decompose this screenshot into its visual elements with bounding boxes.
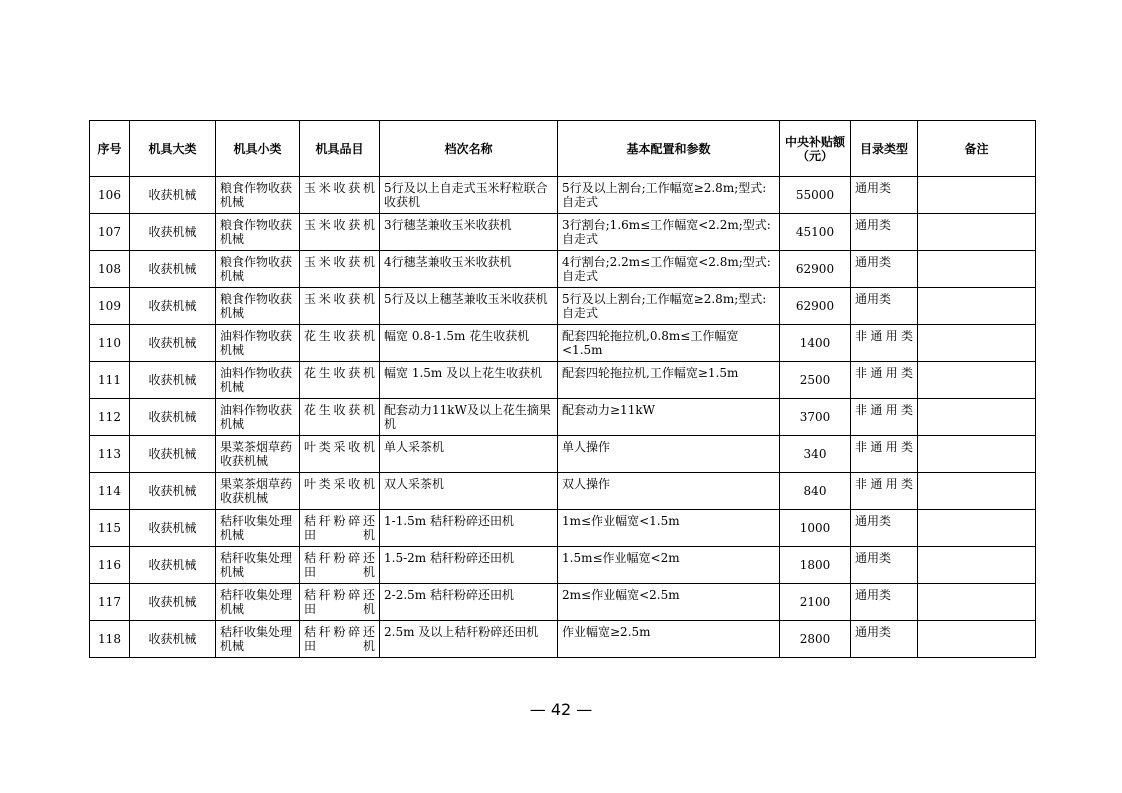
- cell-subsidy: 2100: [780, 584, 851, 621]
- cell-subsidy: 340: [780, 436, 851, 473]
- cell-seq: 117: [90, 584, 130, 621]
- cell-type: 通用类: [855, 255, 892, 269]
- cell-type: 通用类: [855, 218, 892, 232]
- cell-type: 通用类: [855, 514, 892, 528]
- cell-grade-name: 2-2.5m 秸秆粉碎还田机: [384, 588, 514, 602]
- subsidy-table: [89, 120, 1036, 658]
- cell-config: 5行及以上割台;工作幅宽≥2.8m;型式:自走式: [562, 181, 767, 209]
- table-row: [90, 362, 1036, 399]
- cell-seq: 110: [90, 325, 130, 362]
- cell-seq: 115: [90, 510, 130, 547]
- cell-subcategory: 粮食作物收获机械: [220, 292, 293, 320]
- header-item: 机具品目: [300, 121, 380, 177]
- cell-category: 收获机械: [130, 362, 216, 399]
- table-row: [90, 584, 1036, 621]
- page-number: — 42 —: [529, 700, 593, 719]
- cell-category: 收获机械: [130, 325, 216, 362]
- cell-type: 非通用类: [855, 329, 913, 343]
- cell-subcategory: 粮食作物收获机械: [220, 218, 293, 246]
- cell-seq: 107: [90, 214, 130, 251]
- cell-config: 作业幅宽≥2.5m: [562, 625, 651, 639]
- cell-item: 花生收获机: [304, 366, 375, 380]
- cell-type: 通用类: [855, 181, 892, 195]
- cell-subcategory: 油料作物收获机械: [220, 329, 293, 357]
- cell-grade-name: 1.5-2m 秸秆粉碎还田机: [384, 551, 514, 565]
- table-row: [90, 621, 1036, 658]
- header-subsidy: 中央补贴额（元）: [780, 121, 851, 177]
- cell-subsidy: 1400: [780, 325, 851, 362]
- cell-subcategory: 果菜茶烟草药收获机械: [220, 440, 293, 468]
- cell-subcategory: 秸秆收集处理机械: [220, 551, 293, 579]
- cell-config: 双人操作: [562, 477, 611, 491]
- cell-category: 收获机械: [130, 510, 216, 547]
- cell-config: 配套四轮拖拉机,0.8m≤工作幅宽<1.5m: [562, 329, 739, 357]
- cell-remark: [918, 510, 1036, 547]
- cell-item: 秸秆粉碎还田机: [304, 625, 375, 653]
- table-row: [90, 177, 1036, 214]
- cell-grade-name: 双人采茶机: [384, 477, 445, 491]
- cell-grade-name: 5行及以上自走式玉米籽粒联合收获机: [384, 181, 548, 209]
- cell-remark: [918, 436, 1036, 473]
- cell-type: 通用类: [855, 292, 892, 306]
- cell-seq: 106: [90, 177, 130, 214]
- cell-item: 秸秆粉碎还田机: [304, 514, 375, 542]
- cell-remark: [918, 325, 1036, 362]
- cell-subcategory: 粮食作物收获机械: [220, 181, 293, 209]
- cell-seq: 111: [90, 362, 130, 399]
- cell-subsidy: 45100: [780, 214, 851, 251]
- cell-type: 通用类: [855, 625, 892, 639]
- cell-config: 4行割台;2.2m≤工作幅宽<2.8m;型式:自走式: [562, 255, 771, 283]
- cell-category: 收获机械: [130, 177, 216, 214]
- table-row: [90, 399, 1036, 436]
- cell-item: 玉米收获机: [304, 218, 375, 232]
- cell-remark: [918, 214, 1036, 251]
- cell-seq: 113: [90, 436, 130, 473]
- cell-config: 1m≤作业幅宽<1.5m: [562, 514, 680, 528]
- cell-subsidy: 1800: [780, 547, 851, 584]
- cell-category: 收获机械: [130, 251, 216, 288]
- cell-grade-name: 单人采茶机: [384, 440, 445, 454]
- cell-type: 非通用类: [855, 403, 913, 417]
- cell-category: 收获机械: [130, 436, 216, 473]
- cell-item: 叶类采收机: [304, 477, 375, 491]
- cell-config: 2m≤作业幅宽<2.5m: [562, 588, 680, 602]
- cell-config: 3行割台;1.6m≤工作幅宽<2.2m;型式:自走式: [562, 218, 771, 246]
- cell-subsidy: 2800: [780, 621, 851, 658]
- cell-subsidy: 840: [780, 473, 851, 510]
- cell-category: 收获机械: [130, 473, 216, 510]
- cell-config: 配套四轮拖拉机,工作幅宽≥1.5m: [562, 366, 739, 380]
- cell-remark: [918, 399, 1036, 436]
- cell-subcategory: 油料作物收获机械: [220, 366, 293, 394]
- table-row: [90, 547, 1036, 584]
- cell-config: 1.5m≤作业幅宽<2m: [562, 551, 680, 565]
- cell-grade-name: 1-1.5m 秸秆粉碎还田机: [384, 514, 514, 528]
- cell-remark: [918, 362, 1036, 399]
- header-type: 目录类型: [851, 121, 918, 177]
- header-config: 基本配置和参数: [558, 121, 780, 177]
- header-grade-name: 档次名称: [380, 121, 558, 177]
- cell-item: 秸秆粉碎还田机: [304, 588, 375, 616]
- cell-item: 玉米收获机: [304, 255, 375, 269]
- cell-item: 叶类采收机: [304, 440, 375, 454]
- cell-item: 秸秆粉碎还田机: [304, 551, 375, 579]
- cell-seq: 108: [90, 251, 130, 288]
- cell-subsidy: 1000: [780, 510, 851, 547]
- cell-subsidy: 62900: [780, 251, 851, 288]
- cell-seq: 118: [90, 621, 130, 658]
- cell-subsidy: 62900: [780, 288, 851, 325]
- cell-seq: 109: [90, 288, 130, 325]
- cell-remark: [918, 621, 1036, 658]
- cell-category: 收获机械: [130, 214, 216, 251]
- cell-subcategory: 秸秆收集处理机械: [220, 588, 293, 616]
- header-remark: 备注: [918, 121, 1036, 177]
- table-row: [90, 325, 1036, 362]
- cell-grade-name: 4行穗茎兼收玉米收获机: [384, 255, 512, 269]
- cell-grade-name: 5行及以上穗茎兼收玉米收获机: [384, 292, 548, 306]
- cell-config: 配套动力≥11kW: [562, 403, 655, 417]
- cell-subsidy: 3700: [780, 399, 851, 436]
- cell-grade-name: 幅宽 1.5m 及以上花生收获机: [384, 366, 543, 380]
- table-row: [90, 214, 1036, 251]
- cell-item: 玉米收获机: [304, 181, 375, 195]
- cell-remark: [918, 547, 1036, 584]
- table-row: [90, 510, 1036, 547]
- cell-seq: 116: [90, 547, 130, 584]
- table-row: [90, 436, 1036, 473]
- cell-category: 收获机械: [130, 621, 216, 658]
- cell-subcategory: 粮食作物收获机械: [220, 255, 293, 283]
- cell-type: 通用类: [855, 551, 892, 565]
- cell-item: 花生收获机: [304, 329, 375, 343]
- cell-seq: 114: [90, 473, 130, 510]
- cell-type: 通用类: [855, 588, 892, 602]
- table-row: [90, 473, 1036, 510]
- cell-grade-name: 3行穗茎兼收玉米收获机: [384, 218, 512, 232]
- cell-subcategory: 果菜茶烟草药收获机械: [220, 477, 293, 505]
- cell-remark: [918, 288, 1036, 325]
- table-row: [90, 251, 1036, 288]
- cell-category: 收获机械: [130, 399, 216, 436]
- cell-subcategory: 秸秆收集处理机械: [220, 625, 293, 653]
- cell-remark: [918, 177, 1036, 214]
- cell-type: 非通用类: [855, 366, 913, 380]
- cell-subsidy: 2500: [780, 362, 851, 399]
- table-header-row: [90, 121, 1036, 177]
- cell-item: 玉米收获机: [304, 292, 375, 306]
- cell-category: 收获机械: [130, 288, 216, 325]
- cell-grade-name: 2.5m 及以上秸秆粉碎还田机: [384, 625, 539, 639]
- cell-config: 5行及以上割台;工作幅宽≥2.8m;型式:自走式: [562, 292, 767, 320]
- cell-type: 非通用类: [855, 477, 913, 491]
- cell-remark: [918, 251, 1036, 288]
- cell-category: 收获机械: [130, 547, 216, 584]
- cell-subcategory: 秸秆收集处理机械: [220, 514, 293, 542]
- cell-item: 花生收获机: [304, 403, 375, 417]
- table-row: [90, 288, 1036, 325]
- cell-grade-name: 配套动力11kW及以上花生摘果机: [384, 403, 551, 431]
- cell-remark: [918, 473, 1036, 510]
- cell-category: 收获机械: [130, 584, 216, 621]
- cell-grade-name: 幅宽 0.8-1.5m 花生收获机: [384, 329, 530, 343]
- cell-subcategory: 油料作物收获机械: [220, 403, 293, 431]
- header-category: 机具大类: [130, 121, 216, 177]
- cell-remark: [918, 584, 1036, 621]
- header-subcategory: 机具小类: [216, 121, 300, 177]
- cell-seq: 112: [90, 399, 130, 436]
- cell-type: 非通用类: [855, 440, 913, 454]
- header-seq: 序号: [90, 121, 130, 177]
- cell-subsidy: 55000: [780, 177, 851, 214]
- cell-config: 单人操作: [562, 440, 611, 454]
